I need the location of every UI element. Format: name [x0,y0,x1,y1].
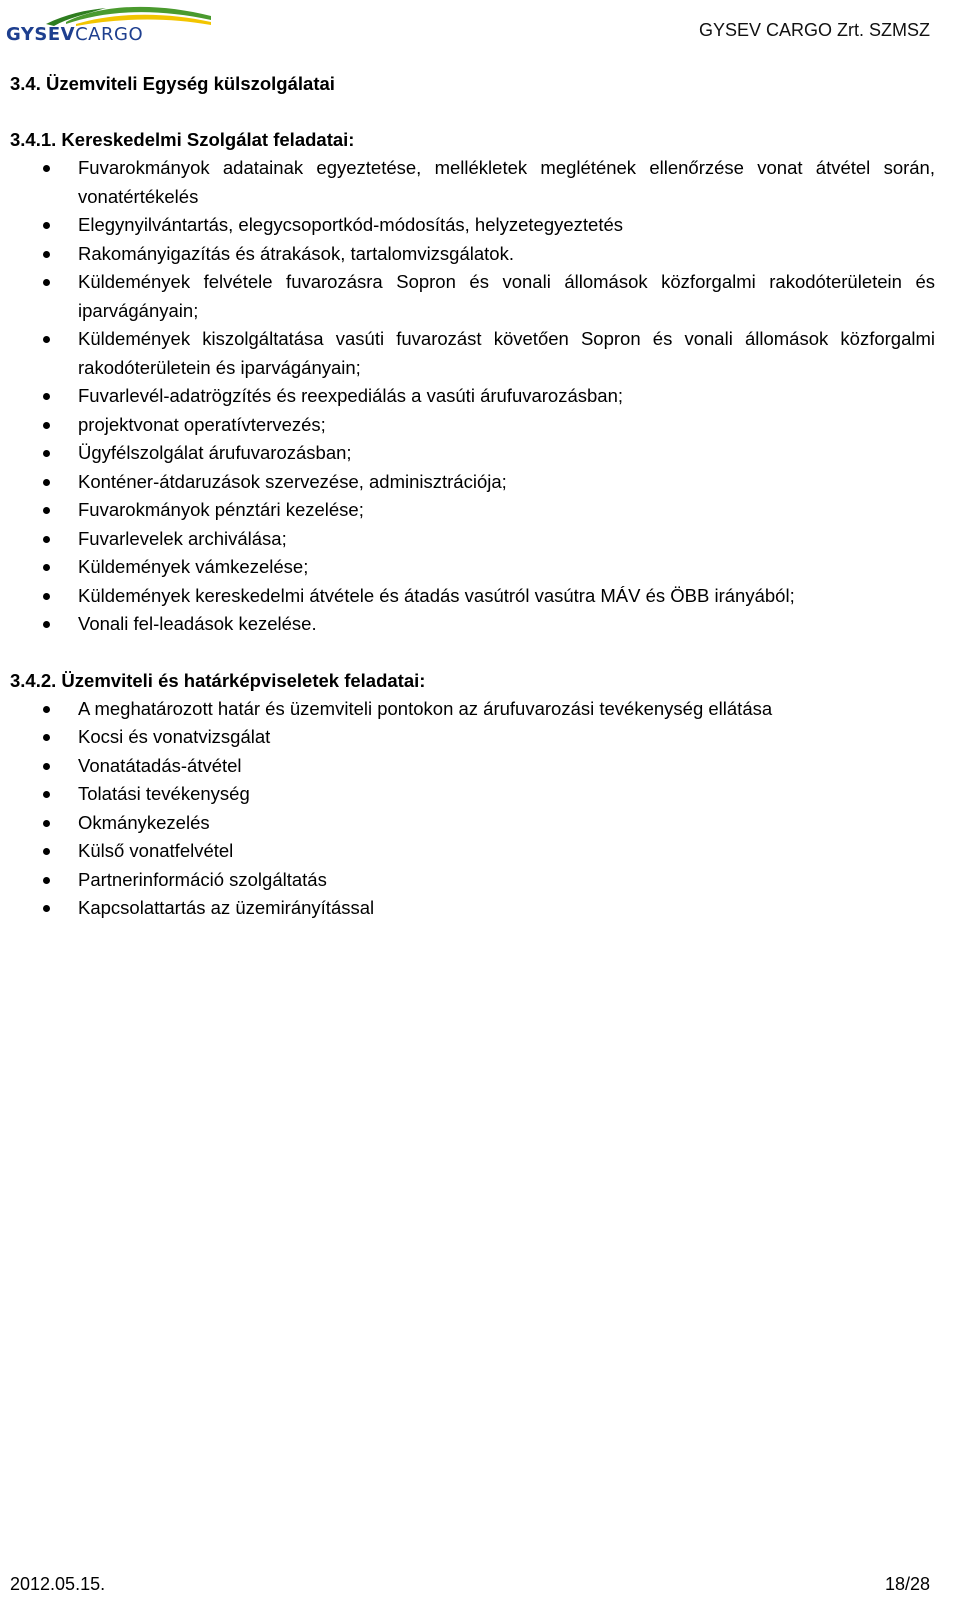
list-item [10,837,935,866]
list-item [10,240,935,269]
bullet-icon [43,593,50,600]
list-item [10,382,935,411]
bullet-icon [43,479,50,486]
list-item [10,610,935,639]
logo-swoosh-icon [6,2,216,26]
list-item-text: A meghatározott határ és üzemviteli pontokon az árufuvarozási tevékenység ellátása [78,697,773,719]
bullet-icon [43,763,50,770]
bullet-icon [43,393,50,400]
company-logo [6,2,216,46]
list-item-text: Kapcsolattartás az üzemirányítással [78,897,375,918]
list-item-text: Fuvarlevél-adatrögzítés és reexpediálás a vasúti árufuvarozásban; [78,385,624,406]
list-item-text: Kocsi és vonatvizsgálat [78,726,271,747]
footer-date: 2012.05.15. [10,1574,106,1594]
list-item [10,780,935,809]
list-item-text: Partnerinformáció szolgáltatás [78,868,327,890]
list-item-text: Vonatátadás-átvétel [78,754,242,776]
operations-task-list [10,695,935,923]
bullet-icon [43,706,50,713]
bullet-icon [43,222,50,229]
bullet-icon [43,564,50,571]
list-item [10,325,935,382]
bullet-icon [43,621,50,628]
list-item [10,723,935,752]
list-item-text: Küldemények felvétele fuvarozásra Sopron és vonali állomások közforgalmi rakodóterületein és iparvágányain; [78,271,935,321]
list-item-text: Ügyfélszolgálat árufuvarozásban; [78,442,352,463]
list-item-text: Külső vonatfelvétel [78,840,234,861]
list-item-text: Küldemények vámkezelése; [78,556,309,577]
list-item [10,439,935,468]
document-body [10,70,935,923]
list-item-text: Fuvarlevelek archiválása; [78,527,287,549]
list-item [10,894,935,923]
page-header [0,0,960,50]
list-item-text: Küldemények kereskedelmi átvétele és átadás vasútról vasútra MÁV és ÖBB irányából; [78,584,795,606]
bullet-icon [43,536,50,543]
logo-wordmark [6,24,143,45]
bullet-icon [43,279,50,286]
list-item-text: Fuvarokmányok pénztári kezelése; [78,499,364,520]
list-item-text: Fuvarokmányok adatainak egyeztetése, mellékletek meglétének ellenőrzése vonat átvétel során, vonatértékelés [78,157,935,207]
bullet-icon [43,422,50,429]
page-footer [0,1574,960,1604]
bullet-icon [43,820,50,827]
page-title: 3.4. Üzemviteli Egység külszolgálatai [10,73,335,94]
list-item [10,268,935,325]
list-item-text: Konténer-átdaruzások szervezése, adminisztrációja; [78,470,507,492]
logo-text-gysev: GYSEV [6,24,76,45]
bullet-icon [43,734,50,741]
bullet-icon [43,848,50,855]
list-item [10,211,935,240]
list-item [10,582,935,611]
list-item-text: Okmánykezelés [78,811,210,833]
list-item [10,154,935,211]
bullet-icon [43,165,50,172]
list-item [10,695,935,724]
list-item-text: projektvonat operatívtervezés; [78,413,326,435]
list-item [10,496,935,525]
section-title-operations: 3.4.2. Üzemviteli és határképviseletek feladatai: [10,669,426,691]
bullet-icon [43,336,50,343]
list-item [10,468,935,497]
list-item-text: Tolatási tevékenység [78,783,250,804]
list-item [10,553,935,582]
list-item-text: Elegynyilvántartás, elegycsoportkód-módosítás, helyzetegyeztetés [78,214,624,235]
list-item-text: Küldemények kiszolgáltatása vasúti fuvarozást követően Sopron és vonali állomások közforgalmi rakodóterületein és iparvágányain; [78,328,935,378]
bullet-icon [43,877,50,884]
bullet-icon [43,507,50,514]
section-title-commercial: 3.4.1. Kereskedelmi Szolgálat feladatai: [10,129,355,150]
commercial-task-list [10,154,935,639]
bullet-icon [43,791,50,798]
list-item [10,809,935,838]
logo-text-cargo: CARGO [75,24,144,45]
bullet-icon [43,251,50,258]
list-item-text: Vonali fel-leadások kezelése. [78,613,317,634]
bullet-icon [43,905,50,912]
bullet-icon [43,450,50,457]
list-item [10,411,935,440]
document-label: GYSEV CARGO Zrt. SZMSZ [698,20,930,40]
list-item-text: Rakományigazítás és átrakások, tartalomvizsgálatok. [78,242,514,264]
list-item [10,752,935,781]
list-item [10,525,935,554]
list-item [10,866,935,895]
page-number: 18/28 [884,1574,930,1594]
